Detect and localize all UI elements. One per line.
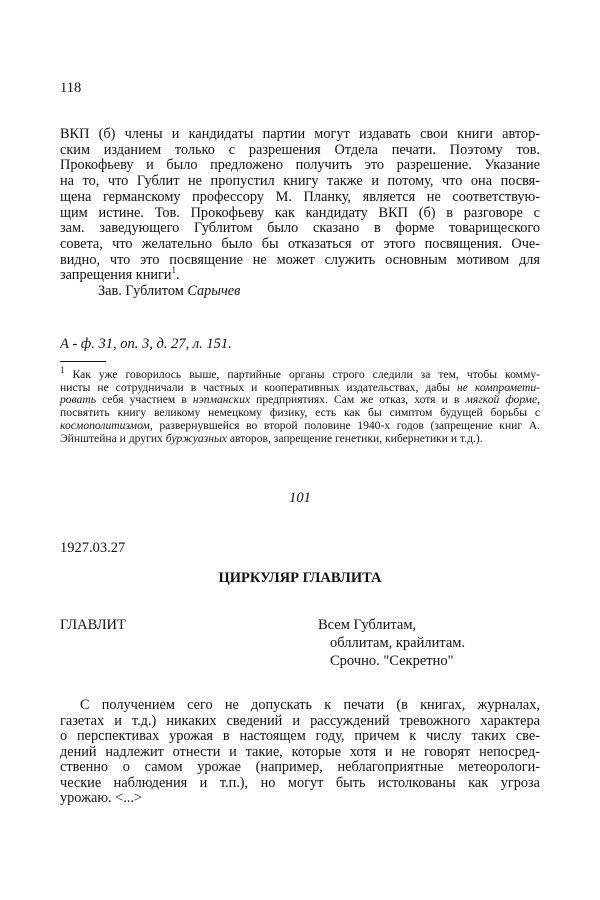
text-line-content: запрещения книги: [60, 267, 172, 284]
footnote-italic: ровать: [60, 393, 96, 407]
footnote-line: [60, 432, 540, 445]
footnote-text: авторов, запрещение генетики, кибернетики и т.д.).: [226, 431, 483, 445]
footnote-line: посвятить книгу великому немецкому физику, есть как бы симптом будущей борьбы с: [60, 406, 540, 420]
document-title: ЦИРКУЛЯР ГЛАВЛИТА: [218, 570, 382, 586]
text-line: ческие наблюдения и т.п.), но могут быть истолкованы как угроза: [60, 774, 540, 791]
footnote-text: нисты не сотрудничали в частных и кооперативных издательствах, дабы: [60, 380, 458, 394]
text-line: видно, что это посвящение не может служить основным мотивом для: [60, 251, 540, 268]
footnote-line: [60, 365, 540, 381]
document-date: 1927.03.27: [60, 540, 126, 556]
signature: [98, 283, 240, 299]
signature-name: Сарычев: [187, 283, 241, 299]
text-line: газетах и т.д.) никаких сведений и рассуждений тревожного характера: [60, 712, 540, 729]
text-line: щена германскому профессору М. Планку, является не соответствую-: [60, 188, 540, 205]
footnote-mark: 1: [60, 365, 65, 376]
footnote-text: , развернувшейся во второй половине 1940-х годов (запрещение книг А.: [149, 418, 540, 432]
sender: ГЛАВЛИТ: [60, 617, 126, 633]
text-line: ственно о самом урожае (например, неблагоприятные метеорологи-: [60, 759, 540, 775]
text-line: ВКП (б) члены и кандидаты партии могут издавать свои книги автор-: [60, 126, 540, 142]
signature-title: Зав. Гублитом: [98, 283, 188, 299]
text-line: урожаю. <...>: [60, 790, 142, 806]
text-line: совета, что желательно было бы отказаться от этого посвящения. Оче-: [60, 235, 540, 252]
text-line: на то, что Гублит не пропустил книгу также и потому, что она посвя-: [60, 173, 540, 190]
text-line: о перспективах урожая в настоящем году, причем к числу таких све-: [60, 728, 540, 744]
footnote-italic: нэпманских: [192, 393, 251, 407]
footnote-italic: не компромети-: [457, 380, 540, 394]
footnote-divider: [60, 361, 106, 362]
text-line: Прокофьеву и было предложено получить это разрешение. Указание: [60, 157, 540, 174]
footnote-italic: космополитизмом: [60, 418, 150, 432]
punctuation: .: [176, 267, 180, 284]
addressee-line: Срочно. "Секретно": [330, 653, 454, 669]
addressee-line: Всем Гублитам,: [318, 617, 417, 633]
footnote-text: Как уже говорилось выше, партийные органы строго следили за тем, чтобы комму-: [72, 368, 540, 381]
addressee-line: обллитам, крайлитам.: [330, 635, 466, 651]
text-line: дений надлежит отнести и такие, которые хотя и не говорят непосред-: [60, 743, 540, 760]
footnote-line: [60, 393, 540, 406]
archive-reference: А - ф. 31, оп. 3, д. 27, л. 151.: [60, 336, 232, 352]
text-line: ским изданием только с разрешения Отдела печати. Поэтому тов.: [60, 141, 540, 158]
footnote-italic: мягкой форме,: [465, 393, 540, 407]
document-number: 101: [289, 490, 311, 506]
text-line: [60, 267, 540, 283]
text-line: С получением сего не допускать к печати (в книгах, журналах,: [80, 697, 540, 713]
footnote-text: предприятиях. Сам же отказ, хотя и в: [250, 393, 466, 407]
text-line: щим истине. Тов. Прокофьеву как кандидату ВКП (б) в разговоре с: [60, 204, 540, 221]
footnote-text: себя участием в: [96, 393, 193, 407]
footnote-line: [60, 419, 540, 432]
page-number: 118: [60, 80, 82, 96]
footnote-line: [60, 381, 540, 394]
footnote-text: Эйнштейна и других: [60, 431, 166, 445]
footnote-ref: 1: [171, 265, 177, 276]
text-line: зам. заведующего Гублитом было сказано в форме товарищеского: [60, 220, 540, 237]
footnote-italic: буржуазных: [165, 431, 227, 445]
